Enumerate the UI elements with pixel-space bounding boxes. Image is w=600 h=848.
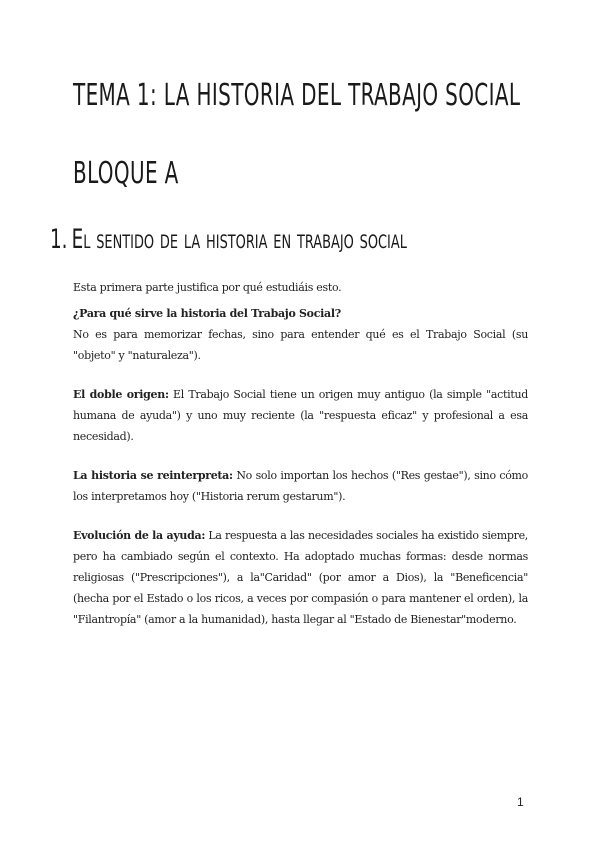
page-number: 1 <box>517 795 524 809</box>
block-heading: BLOQUE A <box>73 156 179 191</box>
question-paragraph <box>73 303 528 366</box>
section-title: El sentido de la historia en trabajo social <box>71 224 407 255</box>
paragraph-reinterpretation <box>73 465 528 507</box>
paragraph-evolution <box>73 525 528 630</box>
paragraph-evolution-label: Evolución de la ayuda: <box>73 529 206 542</box>
paragraph-reinterpretation-text: No solo importan los hechos ("Res gestae"), sino cómo los interpretamos hoy ("Historia rerum gestarum"). <box>73 469 528 503</box>
section-number: 1. <box>50 224 68 255</box>
paragraph-evolution-text: La respuesta a las necesidades sociales ha existido siempre, pero ha cambiado según el contexto. Ha adoptado muchas formas: desde normas religiosas ("Prescripciones"), a la"Caridad" (por amor a Dios), la "Beneficencia" (hecha por el Estado o los ricos, a veces por compasión o para mantener el orden), la "Filantropía" (amor a la humanidad), hasta llegar al "Estado de Bienestar"moderno. <box>73 529 528 626</box>
spacer <box>73 447 528 465</box>
paragraph-origin <box>73 384 528 447</box>
section-heading <box>50 224 407 255</box>
document-title: TEMA 1: LA HISTORIA DEL TRABAJO SOCIAL <box>73 78 521 113</box>
intro-paragraph: Esta primera parte justifica por qué estudiáis esto. <box>73 281 342 294</box>
question-heading: ¿Para qué sirve la historia del Trabajo Social? <box>73 307 341 320</box>
paragraph-reinterpretation-label: La historia se reinterpreta: <box>73 469 233 482</box>
spacer <box>73 366 528 384</box>
spacer <box>73 507 528 525</box>
document-body <box>73 277 528 630</box>
question-body: No es para memorizar fechas, sino para entender qué es el Trabajo Social (su "objeto" y "naturaleza"). <box>73 328 528 362</box>
paragraph-origin-label: El doble origen: <box>73 388 169 401</box>
paragraph-origin-text: El Trabajo Social tiene un origen muy antiguo (la simple "actitud humana de ayuda") y uno muy reciente (la "respuesta eficaz" y profesional a esa necesidad). <box>73 388 528 443</box>
